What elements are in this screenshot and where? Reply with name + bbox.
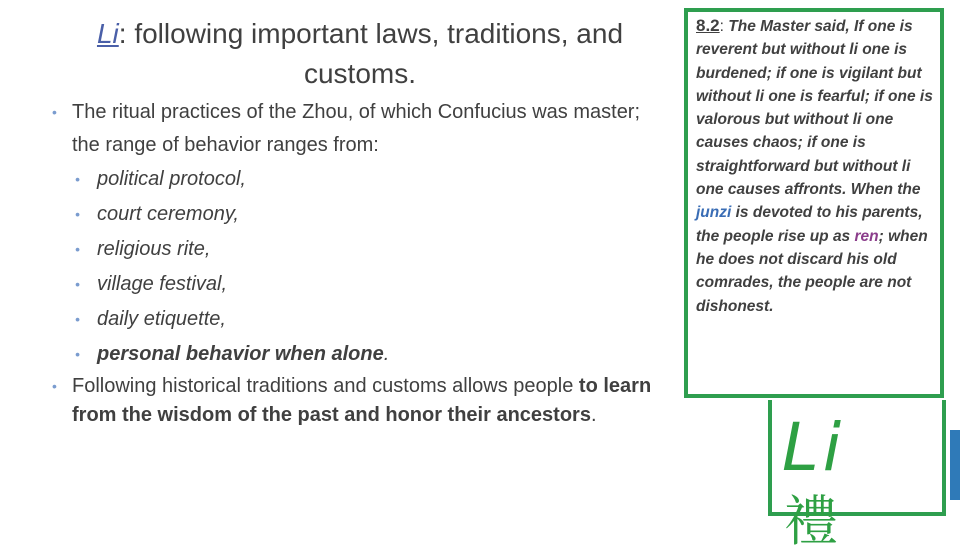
title-term-link[interactable]: Li [96, 18, 119, 49]
sub-item [75, 232, 672, 267]
bullet-traditions [52, 372, 672, 430]
bullet-dot: • [75, 206, 80, 222]
sub-item-text: religious rite, [97, 238, 211, 260]
li-label: Li [782, 409, 846, 486]
quote-text: The Master said, If one is reverent but without li one is burdened; if one is vigilant but without li one is fearful; if one is valorous but without li one causes chaos; if one is straightforward but without li one causes affronts. When the [696, 18, 933, 199]
bullet-dot: • [75, 346, 80, 362]
sub-item-bold-text: personal behavior when alone [97, 343, 384, 365]
bullet-list [52, 96, 672, 430]
analects-quote-box [684, 8, 944, 398]
title-text: : following important laws, traditions, and customs. [118, 18, 624, 89]
sub-item [75, 302, 672, 337]
ren-term: ren [854, 227, 879, 245]
quote-colon: : [719, 18, 729, 35]
bullet-text: Following historical traditions and customs allows people [72, 375, 579, 397]
quote-reference-link[interactable]: 8.2 [696, 16, 720, 35]
sub-item [75, 162, 672, 197]
sub-item-text: village festival, [97, 273, 228, 295]
sub-item-text: daily etiquette, [97, 308, 226, 330]
quote-text: is devoted to his parents, the people rise up as [696, 204, 923, 245]
li-character: 禮 [784, 490, 838, 553]
sub-item-text: court ceremony, [97, 203, 239, 225]
slide-title [40, 14, 680, 94]
bullet-dot: • [75, 276, 80, 292]
junzi-term: junzi [696, 204, 732, 222]
edge-decoration [950, 430, 960, 500]
sub-item-end: . [383, 343, 390, 365]
bullet-dot: • [52, 104, 57, 120]
sub-item-text: political protocol, [97, 168, 246, 190]
sub-item [75, 197, 672, 232]
bullet-dot: • [75, 171, 80, 187]
bullet-dot: • [75, 311, 80, 327]
bullet-end: . [590, 404, 597, 426]
sub-item [75, 267, 672, 302]
bullet-bold-text: to learn from the wisdom of the past and honor their ancestors [72, 375, 652, 426]
bullet-ritual [52, 96, 672, 162]
quote-text: ; when he does not discard his old comrades, the people are not dishonest. [696, 227, 928, 315]
bullet-text: The ritual practices of the Zhou, of which Confucius was master; the range of behavior ranges from: [72, 101, 641, 156]
bullet-dot: • [75, 241, 80, 257]
bullet-dot: • [52, 378, 57, 394]
sub-item [75, 337, 672, 372]
